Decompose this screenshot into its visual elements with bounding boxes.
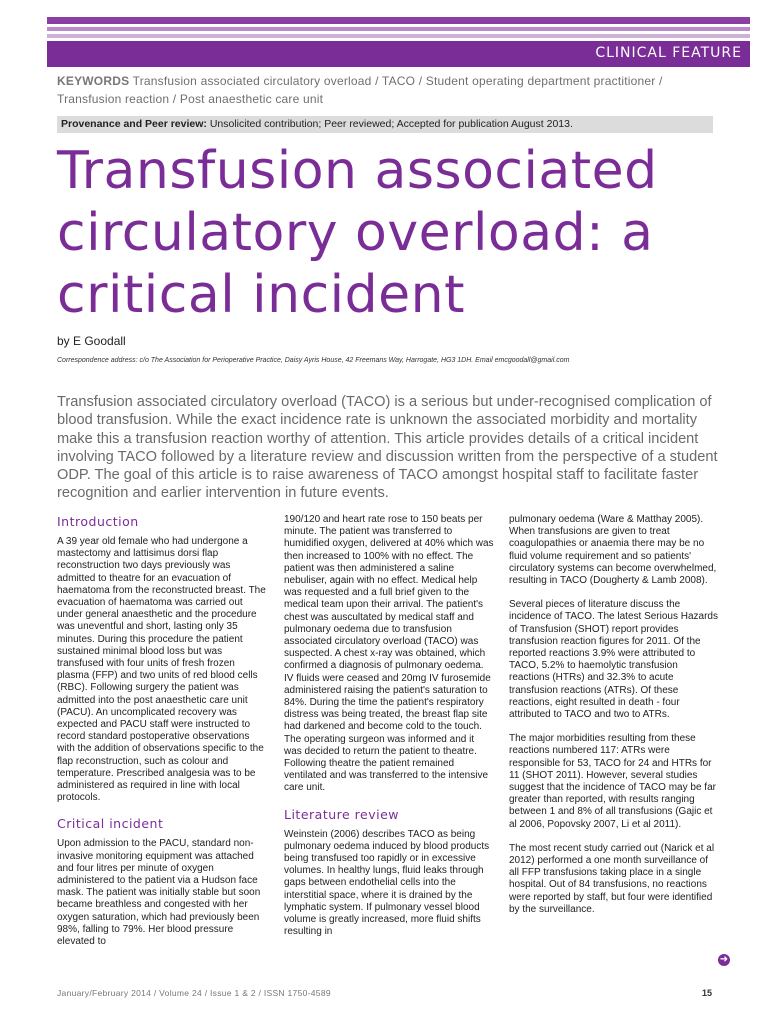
page-number: 15 bbox=[702, 988, 713, 998]
column-3-paragraph-4: The most recent study carried out (Narick et al 2012) performed a one month surveillance of all FFP transfusions taking place in a single hospital. Out of 84 transfusions, no reactions were reported by staff, but four were identified by the surveillance. bbox=[509, 842, 715, 915]
provenance-text: Unsolicited contribution; Peer reviewed; Accepted for publication August 2013. bbox=[206, 118, 573, 130]
arrow-right-circle-icon[interactable]: ➜ bbox=[719, 954, 729, 965]
header-band-mid bbox=[47, 27, 750, 31]
keywords-text: Transfusion associated circulatory overload / TACO / Student operating department practitioner / Transfusion reaction / Post anaesthetic care unit bbox=[57, 74, 663, 106]
column-3-paragraph-3: The major morbidities resulting from these reactions numbered 117: ATRs were responsible for 53, TACO for 24 and HTRs for 11 (SHOT 2011). However, several studies suggest that the incidence of TACO may be far greater than reported, with results ranging between 1 and 8% of all transfusions (Gajic et al 2006, Popovsky 2007, Li et al 2011). bbox=[509, 733, 716, 830]
section-banner bbox=[47, 41, 750, 67]
section-label: CLINICAL FEATURE bbox=[595, 45, 742, 61]
column-3 bbox=[509, 514, 719, 928]
header-band-light bbox=[47, 34, 750, 38]
literature-review-heading: Literature review bbox=[284, 806, 400, 822]
introduction-heading: Introduction bbox=[57, 514, 139, 529]
column-3-paragraph-1: pulmonary oedema (Ware & Matthay 2005). When transfusions are given to treat coagulopathies or anaemia there may be no fluid volume requirement and so patients' circulatory systems can become overwhelmed, resulting in TACO (Dougherty & Lamb 2008). bbox=[509, 514, 717, 587]
abstract: Transfusion associated circulatory overload (TACO) is a serious but under-recognised complication of blood transfusion. While the exact incidence rate is unknown the associated morbidity and mortality make this a transfusion reaction worthy of attention. This article provides details of a critical incident involving TACO followed by a literature review and discussion written from the perspective of a student ODP. The goal of this article is to raise awareness of TACO amongst hospital staff to facilitate faster recognition and earlier intervention in future events. bbox=[57, 394, 718, 502]
critical-incident-continued: 190/120 and heart rate rose to 150 beats per minute. The patient was transferred to humidified oxygen, delivered at 40% which was then increased to 100% with no effect. The patient was then administered a saline nebuliser, again with no effect. Medical help was requested and a full brief given to the medical team upon their arrival. The patient's chest was auscultated by medical staff and pulmonary oedema due to transfusion associated circulatory overload (TACO) was suspected. A chest x-ray was obtained, which confirmed a diagnosis of pulmonary oedema. IV fluids were ceased and 20mg IV furosemide administered raising the patient's saturation to 84%. During the time the patient's respiratory distress was being treated, the breast flap site had darkened and become cold to the touch. The operating surgeon was informed and it was decided to return the patient to theatre. Following theatre the patient remained ventilated and was transferred to the intensive care unit. bbox=[284, 514, 494, 794]
column-2 bbox=[284, 514, 494, 951]
critical-incident-heading: Critical incident bbox=[57, 816, 164, 832]
keywords bbox=[57, 72, 717, 108]
byline: by E Goodall bbox=[57, 334, 126, 348]
footer-citation: January/February 2014 / Volume 24 / Issue 1 & 2 / ISSN 1750-4589 bbox=[57, 988, 331, 998]
provenance-bar bbox=[57, 116, 713, 133]
column-3-paragraph-2: Several pieces of literature discuss the incidence of TACO. The latest Serious Hazards of Transfusion (SHOT) report provides transfusion reaction figures for 2011. Of the reported reactions 3.9% were attributed to TACO, 5.2% to haemolytic transfusion reactions (HTRs) and 32.3% to acute transfusion reactions (ATRs). Of these reactions, eight resulted in death - four attributed to TACO and two to ATRs. bbox=[509, 599, 718, 721]
column-1 bbox=[57, 514, 267, 960]
introduction-text: A 39 year old female who had undergone a mastectomy and lattisimus dorsi flap reconstruction two days previously was admitted to theatre for an evacuation of haematoma from the reconstructed breast. The evacuation of haematoma was carried out under general anaesthetic and the procedure was uneventful and short, lasting only 35 minutes. During this procedure the patient sustained minimal blood loss but was transfused with four units of fresh frozen plasma (FFP) and two units of red blood cells (RBC). Following surgery the patient was admitted into the post anaesthetic care unit (PACU). An uncomplicated recovery was expected and PACU staff were instructed to record standard postoperative observations with the addition of observations specific to the flap reconstruction, such as colour and temperature. Prescribed analgesia was to be administered as required in line with local protocols. bbox=[57, 536, 266, 804]
correspondence-address: Correspondence address: c/o The Association for Perioperative Practice, Daisy Ayris House, 42 Freemans Way, Harrogate, HG3 1DH. Email emcgoodall@gmail.com bbox=[57, 357, 570, 364]
literature-review-text: Weinstein (2006) describes TACO as being pulmonary oedema induced by blood products being transfused too rapidly or in excessive volumes. In healthy lungs, fluid leaks through gaps between endothelial cells into the interstitial space, where it is drained by the lymphatic system. If pulmonary vessel blood volume is greatly increased, more fluid shifts resulting in bbox=[284, 828, 490, 938]
keywords-label: KEYWORDS bbox=[57, 74, 130, 88]
article-title: Transfusion associated circulatory overload: a critical incident bbox=[57, 141, 658, 325]
provenance-label: Provenance and Peer review: bbox=[61, 118, 207, 130]
critical-incident-text: Upon admission to the PACU, standard non-invasive monitoring equipment was attached and four litres per minute of oxygen administered to the patient via a Hudson face mask. The patient was initially stable but soon became breathless and congested with her oxygen saturation, which had previously been 98%, falling to 79%. Her blood pressure elevated to bbox=[57, 838, 261, 948]
header-band-top bbox=[47, 17, 750, 24]
